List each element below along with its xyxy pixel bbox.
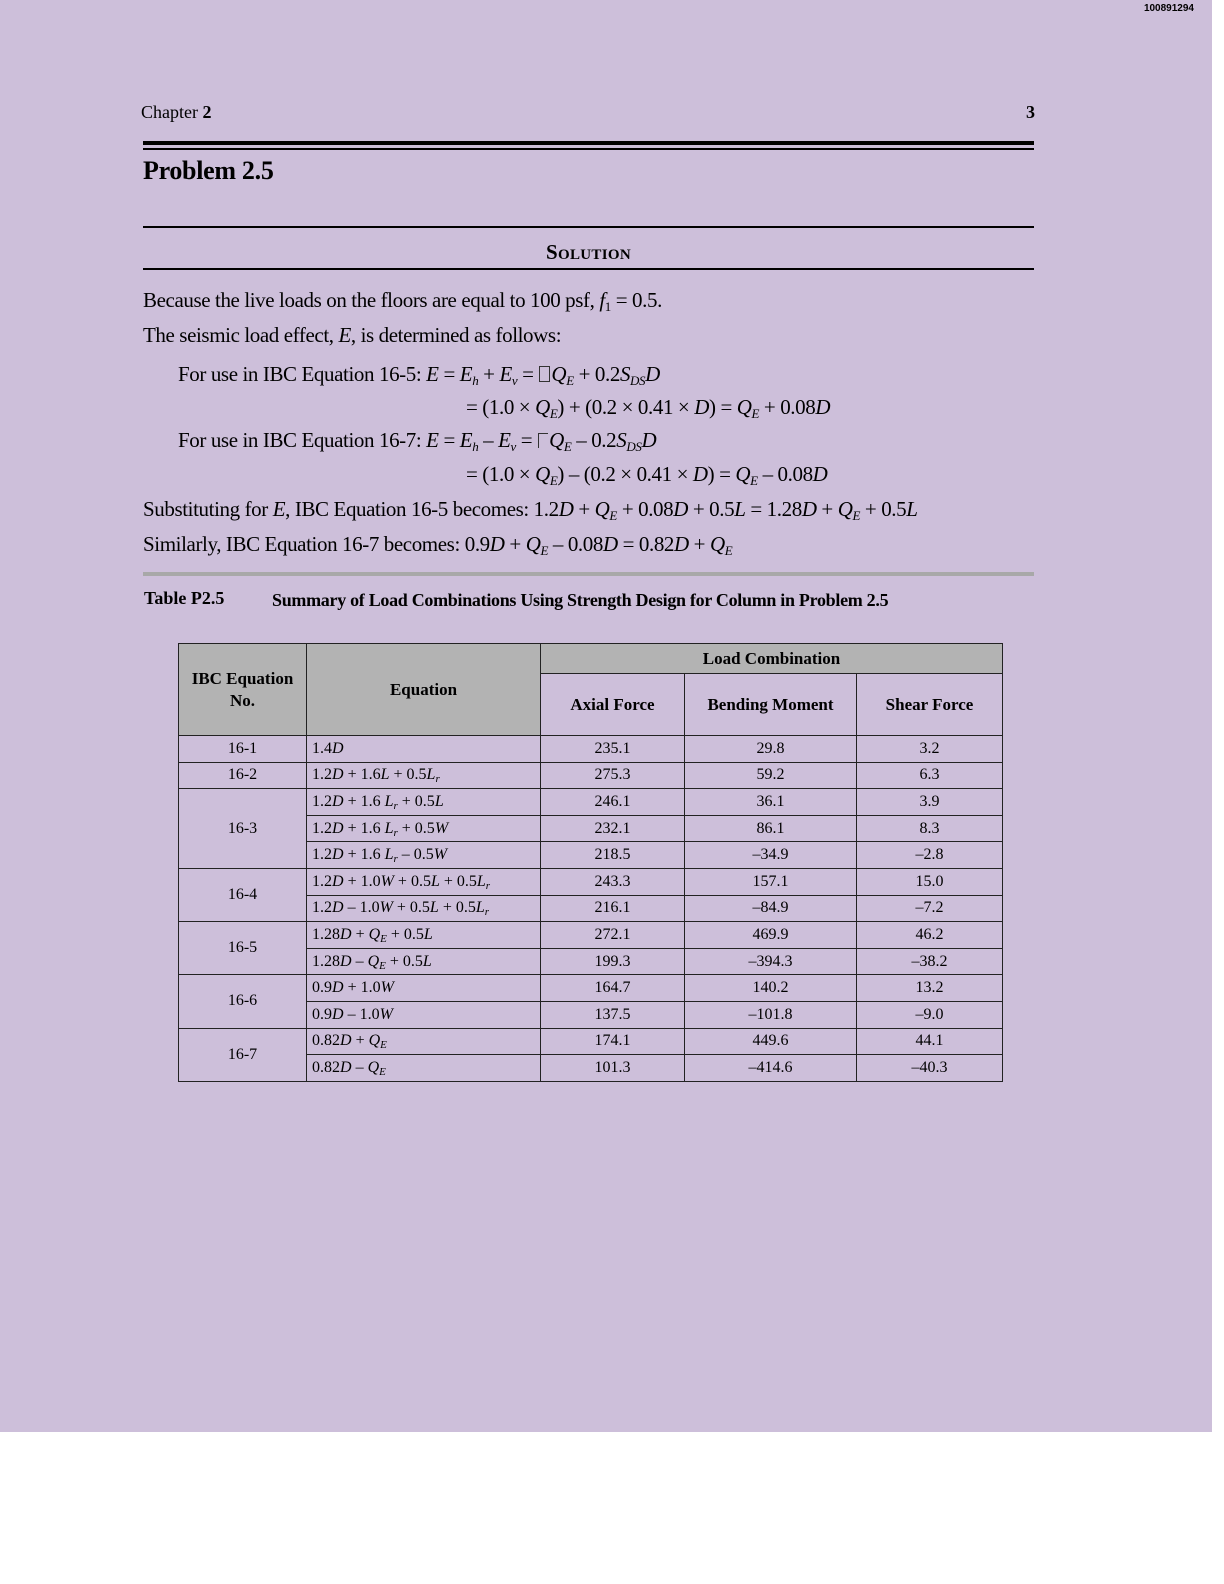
cell-axial-force: 235.1	[541, 736, 685, 763]
cell-shear-force: –38.2	[857, 948, 1003, 975]
cell-equation: $0.82D + Q_E$	[307, 1028, 541, 1055]
cell-shear-force: 6.3	[857, 762, 1003, 789]
cell-axial-force: 246.1	[541, 789, 685, 816]
equation-16-7-result: = $(1.0 \times Q_E) - (0.2 \times 0.41 \times D) = Q_E - 0.08D$	[466, 462, 828, 488]
table-separator-rule	[143, 572, 1034, 576]
body-line-live-load: Because the live loads on the floors are equal to 100 psf, $f_1 = 0.5$.	[143, 288, 662, 314]
cell-shear-force: –7.2	[857, 895, 1003, 922]
cell-ibc-equation-no: 16-6	[179, 975, 307, 1028]
header-shear-force: Shear Force	[857, 674, 1003, 736]
body-line-similarly: Similarly, IBC Equation 16-7 becomes: $0.9D + Q_E - 0.08D = 0.82D + Q_E$	[143, 532, 733, 558]
equation-16-5-definition: For use in IBC Equation 16-5: $E = E_h + E_v = Q_E + 0.2S_{DS}D$	[178, 362, 660, 388]
solution-rule-bottom	[143, 268, 1034, 270]
cell-axial-force: 232.1	[541, 815, 685, 842]
page-number: 3	[1026, 102, 1035, 122]
cell-bending-moment: 449.6	[685, 1028, 857, 1055]
cell-shear-force: 3.9	[857, 789, 1003, 816]
cell-equation: 0.9D – 1.0W	[307, 1001, 541, 1028]
cell-axial-force: 174.1	[541, 1028, 685, 1055]
header-bending-moment: Bending Moment	[685, 674, 857, 736]
header-rule-thin	[143, 148, 1034, 150]
equation-16-5-result: = $(1.0 \times Q_E) + (0.2 \times 0.41 \times D) = Q_E + 0.08D$	[466, 395, 831, 421]
cell-shear-force: –9.0	[857, 1001, 1003, 1028]
cell-bending-moment: 29.8	[685, 736, 857, 763]
cell-axial-force: 164.7	[541, 975, 685, 1002]
cell-shear-force: 3.2	[857, 736, 1003, 763]
cell-axial-force: 199.3	[541, 948, 685, 975]
cell-bending-moment: 469.9	[685, 922, 857, 949]
cell-ibc-equation-no: 16-1	[179, 736, 307, 763]
table-row	[179, 1028, 1003, 1055]
header-axial-force: Axial Force	[541, 674, 685, 736]
header-ibc-equation-no: IBC Equation No.	[179, 644, 307, 736]
cell-shear-force: 15.0	[857, 868, 1003, 895]
cell-bending-moment: –101.8	[685, 1001, 857, 1028]
cell-equation: $1.2D + 1.0W + 0.5L + 0.5L_r$	[307, 868, 541, 895]
cell-ibc-equation-no: 16-7	[179, 1028, 307, 1081]
cell-bending-moment: 140.2	[685, 975, 857, 1002]
cell-ibc-equation-no: 16-5	[179, 922, 307, 975]
cell-axial-force: 272.1	[541, 922, 685, 949]
cell-shear-force: 8.3	[857, 815, 1003, 842]
header-equation: Equation	[307, 644, 541, 736]
cell-bending-moment: –84.9	[685, 895, 857, 922]
cell-shear-force: 46.2	[857, 922, 1003, 949]
cell-equation: 1.2D + 1.6 $L_r + 0.5L$	[307, 789, 541, 816]
header-rule-thick	[143, 141, 1034, 145]
cell-bending-moment: –394.3	[685, 948, 857, 975]
table-row	[179, 975, 1003, 1002]
cell-bending-moment: –414.6	[685, 1055, 857, 1082]
cell-equation: $0.82D - Q_E$	[307, 1055, 541, 1082]
chapter-number: 2	[202, 102, 212, 122]
cell-shear-force: –2.8	[857, 842, 1003, 869]
document-id: 100891294	[1143, 3, 1194, 14]
cell-ibc-equation-no: 16-4	[179, 868, 307, 921]
cell-bending-moment: 36.1	[685, 789, 857, 816]
body-line-seismic-intro: The seismic load effect, E, is determined as follows:	[143, 323, 562, 347]
load-combination-table	[178, 643, 1003, 1082]
cell-shear-force: 13.2	[857, 975, 1003, 1002]
cell-equation: $1.28D - Q_E + 0.5L$	[307, 948, 541, 975]
cell-axial-force: 275.3	[541, 762, 685, 789]
solution-heading: Solution	[546, 240, 631, 264]
cell-equation: 1.4D	[307, 736, 541, 763]
table-row	[179, 762, 1003, 789]
table-row	[179, 922, 1003, 949]
cell-axial-force: 218.5	[541, 842, 685, 869]
cell-axial-force: 216.1	[541, 895, 685, 922]
cell-shear-force: –40.3	[857, 1055, 1003, 1082]
cell-ibc-equation-no: 16-3	[179, 789, 307, 869]
cell-shear-force: 44.1	[857, 1028, 1003, 1055]
cell-equation: $1.28D + Q_E + 0.5L$	[307, 922, 541, 949]
cell-ibc-equation-no: 16-2	[179, 762, 307, 789]
cell-equation: 0.9D + 1.0W	[307, 975, 541, 1002]
problem-title: Problem 2.5	[143, 156, 274, 185]
table-row	[179, 736, 1003, 763]
cell-axial-force: 137.5	[541, 1001, 685, 1028]
cell-bending-moment: 59.2	[685, 762, 857, 789]
table-row	[179, 868, 1003, 895]
cell-bending-moment: 86.1	[685, 815, 857, 842]
table-row	[179, 789, 1003, 816]
body-line-substitution: Substituting for E, IBC Equation 16-5 becomes: $1.2D + Q_E + 0.08D + 0.5L = 1.28D + Q_E + 0.5L$	[143, 497, 918, 523]
table-label: Table P2.5	[144, 588, 225, 608]
cell-axial-force: 243.3	[541, 868, 685, 895]
chapter-label	[141, 102, 211, 123]
running-head	[141, 102, 1035, 126]
equation-16-7-definition: For use in IBC Equation 16-7: $E = E_h - E_v = Q_E - 0.2S_{DS}D$	[178, 428, 657, 454]
table-body	[179, 736, 1003, 1082]
cell-axial-force: 101.3	[541, 1055, 685, 1082]
cell-equation: 1.2D + 1.6 $L_r + 0.5W$	[307, 815, 541, 842]
cell-equation: 1.2D + 1.6 $L_r - 0.5W$	[307, 842, 541, 869]
solution-rule-top	[143, 226, 1034, 228]
cell-bending-moment: 157.1	[685, 868, 857, 895]
cell-equation: $1.2D - 1.0W + 0.5L + 0.5L_r$	[307, 895, 541, 922]
cell-bending-moment: –34.9	[685, 842, 857, 869]
cell-equation: $1.2D + 1.6L + 0.5L_r$	[307, 762, 541, 789]
table-title: Summary of Load Combinations Using Strength Design for Column in Problem 2.5	[272, 590, 889, 610]
chapter-word: Chapter	[141, 102, 198, 122]
header-load-combination: Load Combination	[541, 644, 1003, 674]
